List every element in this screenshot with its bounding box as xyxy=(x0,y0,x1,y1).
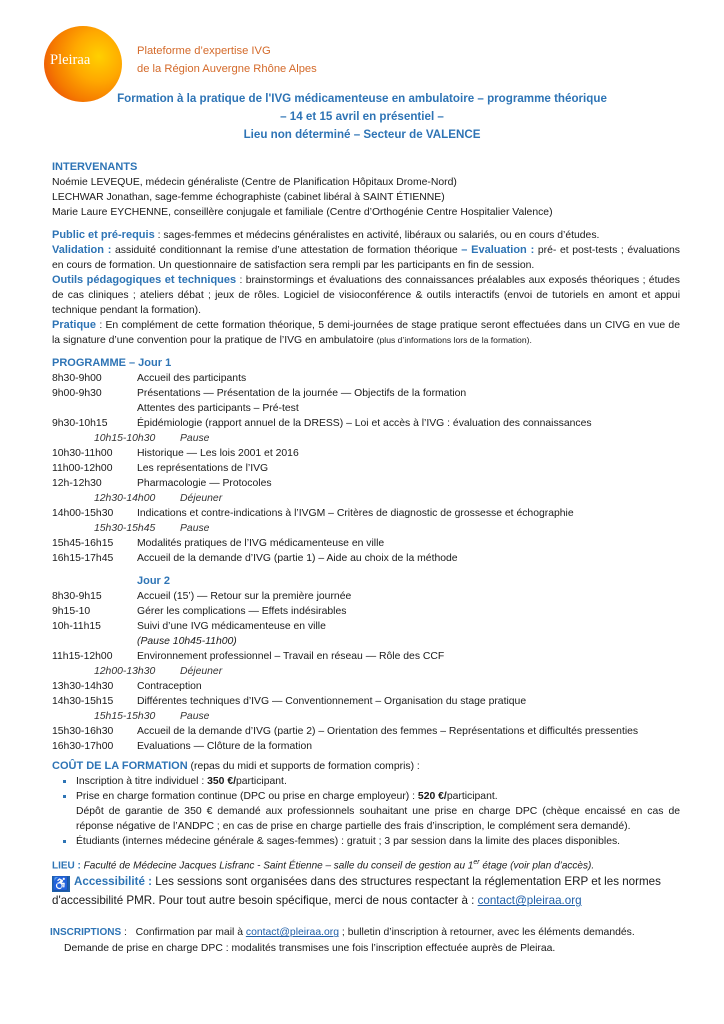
cout-section xyxy=(52,759,680,849)
evaluation-label: – Evaluation : xyxy=(461,244,535,256)
cout-item-etudiants: Étudiants (internes médecine générale & sages-femmes) : gratuit ; 3 par session dans la limite des places disponibles. xyxy=(62,834,680,849)
inscriptions-line-2: Demande de prise en charge DPC : modalités transmises une fois l’inscription effectuée auprès de Pleiraa. xyxy=(64,943,556,955)
outils-label: Outils pédagogiques et techniques xyxy=(52,274,237,286)
cout-heading: COÛT DE LA FORMATION xyxy=(52,760,188,772)
schedule-row xyxy=(52,371,680,386)
pratique-note: (plus d’informations lors de la formation). xyxy=(376,335,532,345)
day1-schedule xyxy=(52,371,680,566)
schedule-time: 16h15-17h45 xyxy=(52,553,114,564)
day2-heading: Jour 2 xyxy=(137,575,171,587)
schedule-activity: Pause xyxy=(180,523,210,534)
day2-schedule xyxy=(52,589,680,754)
schedule-activity: Épidémiologie (rapport annuel de la DRESS) – Loi et accès à l’IVG : évaluation des connaissances xyxy=(137,418,592,429)
intervenant-item: LECHWAR Jonathan, sage-femme échographiste (cabinet libéral à SAINT ÉTIENNE) xyxy=(52,192,445,203)
schedule-time: 10h-11h15 xyxy=(52,621,101,632)
lieu-line xyxy=(52,855,680,873)
inscriptions-section xyxy=(52,925,680,957)
org-line-2: de la Région Auvergne Rhône Alpes xyxy=(137,63,317,75)
schedule-activity: Accueil de la demande d’IVG (partie 1) – Aide au choix de la méthode xyxy=(137,553,458,564)
schedule-row xyxy=(52,739,680,754)
schedule-time: 9h00-9h30 xyxy=(52,388,102,399)
schedule-time: 11h00-12h00 xyxy=(52,463,113,474)
accessibilite-text: Les sessions sont organisées dans des structures respectant la réglementation ERP et les normes d'accessibilité PMR. Pour tout autre besoin spécifique, merci de nous contacter à : xyxy=(52,875,661,908)
schedule-row xyxy=(52,506,680,521)
schedule-time: 9h15-10 xyxy=(52,606,91,617)
schedule-activity: Modalités pratiques de l’IVG médicamenteuse en ville xyxy=(137,538,385,549)
outils-paragraph xyxy=(52,273,680,318)
pause-row xyxy=(52,491,680,506)
schedule-row xyxy=(52,619,680,634)
schedule-time: 12h30-14h00 xyxy=(94,493,156,504)
price-individuel: 350 €/ xyxy=(207,776,236,787)
pause-row xyxy=(52,709,680,724)
programme-heading: PROGRAMME – Jour 1 xyxy=(52,357,172,369)
schedule-row xyxy=(52,679,680,694)
schedule-activity: Contraception xyxy=(137,681,202,692)
cout-item-unit: participant. xyxy=(236,776,287,787)
schedule-activity: Différentes techniques d’IVG — Conventionnement – Organisation du stage pratique xyxy=(137,696,527,707)
schedule-time: 14h30-15h15 xyxy=(52,696,114,707)
schedule-time: 15h30-15h45 xyxy=(94,523,156,534)
info-section xyxy=(52,228,680,348)
schedule-activity: Déjeuner xyxy=(180,493,223,504)
contact-email-link[interactable]: contact@pleiraa.org xyxy=(477,894,582,908)
schedule-time: 14h00-15h30 xyxy=(52,508,114,519)
schedule-row xyxy=(52,589,680,604)
lieu-text: Faculté de Médecine Jacques Lisfranc - Saint Étienne – salle du conseil de gestion au 1 xyxy=(80,860,474,872)
schedule-row xyxy=(52,551,680,566)
schedule-time: 15h15-15h30 xyxy=(94,711,156,722)
schedule-activity: Pharmacologie — Protocoles xyxy=(137,478,272,489)
validation-text: assiduité conditionnant la remise d’une attestation de formation théorique xyxy=(111,245,462,256)
org-line-1: Plateforme d’expertise IVG xyxy=(137,45,271,57)
cout-subtitle: (repas du midi et supports de formation compris) : xyxy=(187,761,420,772)
inscriptions-text-2: ; bulletin d’inscription à retourner, avec les éléments demandés. xyxy=(339,927,635,939)
schedule-time: 12h00-13h30 xyxy=(94,666,156,677)
inscriptions-label: INSCRIPTIONS xyxy=(50,927,122,939)
evaluation-text: pré- et post-tests ; évaluations en cours de formation. Un questionnaire de satisfaction sera rempli par les participants en fin de session. xyxy=(52,245,680,271)
schedule-activity: Pause xyxy=(180,433,210,444)
schedule-activity: Environnement professionnel – Travail en réseau — Rôle des CCF xyxy=(137,651,445,662)
schedule-time: 16h30-17h00 xyxy=(52,741,114,752)
cout-item-individuel xyxy=(62,774,680,789)
schedule-row xyxy=(52,694,680,709)
schedule-activity: Pause xyxy=(180,711,210,722)
pratique-text: : En complément de cette formation théorique, 5 demi-journées de stage pratique seront effectuées dans un CIVG en vue de la signature d’une convention pour la pratique de l’IVG en ambulatoire xyxy=(52,320,680,346)
schedule-time: 15h30-16h30 xyxy=(52,726,114,737)
intervenant-item: Marie Laure EYCHENNE, conseillère conjugale et familiale (Centre d’Orthogénie Centre Hospitalier Valence) xyxy=(52,207,553,218)
schedule-activity: Présentations — Présentation de la journée — Objectifs de la formation xyxy=(137,388,467,399)
cout-item-unit: participant. xyxy=(446,791,498,802)
programme-section xyxy=(52,356,680,754)
schedule-activity: Suivi d’une IVG médicamenteuse en ville xyxy=(137,621,326,632)
schedule-time: 15h45-16h15 xyxy=(52,538,114,549)
schedule-row xyxy=(52,536,680,551)
schedule-activity: Indications et contre-indications à l’IVGM – Critères de diagnostic de grossesse et échographie xyxy=(137,508,574,519)
schedule-activity: Accueil (15’) — Retour sur la première journée xyxy=(137,591,352,602)
organization-name xyxy=(137,42,317,78)
schedule-time: 8h30-9h00 xyxy=(52,373,102,384)
document-body xyxy=(52,160,680,957)
depot-garantie-text: Dépôt de garantie de 350 € demandé aux professionnels souhaitant une prise en charge DPC (chèque encaissé en cas de réponse négative de l’ANDPC ; en cas de prise en charge partielle des frais d’inscription, le complément sera demandé). xyxy=(76,806,680,832)
schedule-row xyxy=(52,386,680,401)
pause-row xyxy=(52,664,680,679)
pause-row xyxy=(52,431,680,446)
wheelchair-icon: ♿ xyxy=(52,876,70,892)
accessibilite-paragraph xyxy=(52,873,680,909)
schedule-continuation: (Pause 10h45-11h00) xyxy=(137,636,237,647)
schedule-row xyxy=(52,416,680,431)
public-paragraph xyxy=(52,228,680,243)
intervenant-item: Noémie LEVEQUE, médecin généraliste (Centre de Planification Hôpitaux Drome-Nord) xyxy=(52,177,457,188)
cout-list xyxy=(52,774,680,849)
inscriptions-text: Confirmation par mail à xyxy=(135,927,246,939)
cout-item-text: Prise en charge formation continue (DPC ou prise en charge employeur) : xyxy=(76,791,418,802)
cout-heading-line xyxy=(52,759,680,774)
schedule-time: 11h15-12h00 xyxy=(52,651,113,662)
schedule-activity: Historique — Les lois 2001 et 2016 xyxy=(137,448,299,459)
schedule-activity: Les représentations de l’IVG xyxy=(137,463,269,474)
intervenants-heading: INTERVENANTS xyxy=(52,161,138,173)
schedule-continuation: Attentes des participants – Pré-test xyxy=(137,403,299,414)
schedule-row xyxy=(52,461,680,476)
lieu-text-end: étage (voir plan d’accès). xyxy=(479,860,595,872)
lieu-label: LIEU : xyxy=(52,860,81,872)
schedule-time: 8h30-9h15 xyxy=(52,591,102,602)
inscriptions-sep: : xyxy=(121,927,136,939)
logo-text: Pleiraa xyxy=(50,52,91,68)
schedule-time: 13h30-14h30 xyxy=(52,681,114,692)
lieu-sup: er xyxy=(473,859,480,866)
document-title xyxy=(0,90,724,144)
schedule-time: 10h30-11h00 xyxy=(52,448,113,459)
validation-label: Validation : xyxy=(52,244,112,256)
pause-row xyxy=(52,521,680,536)
inscriptions-email-link[interactable]: contact@pleiraa.org xyxy=(245,927,340,939)
accessibilite-label: Accessibilité : xyxy=(74,875,152,889)
pratique-label: Pratique xyxy=(52,319,97,331)
schedule-row xyxy=(52,604,680,619)
public-text: : sages-femmes et médecins généralistes en activité, libéraux ou salariés, ou en cours d’études. xyxy=(154,230,600,241)
schedule-time: 9h30-10h15 xyxy=(52,418,108,429)
title-line-2: – 14 et 15 avril en présentiel – xyxy=(280,110,444,123)
schedule-row xyxy=(52,724,680,739)
schedule-time: 12h-12h30 xyxy=(52,478,102,489)
schedule-row xyxy=(52,476,680,491)
schedule-activity: Gérer les complications — Effets indésirables xyxy=(137,606,347,617)
schedule-activity: Déjeuner xyxy=(180,666,223,677)
cout-item-text: Inscription à titre individuel : xyxy=(76,776,208,787)
schedule-row xyxy=(52,446,680,461)
validation-paragraph xyxy=(52,243,680,273)
schedule-activity: Accueil de la demande d’IVG (partie 2) – Orientation des femmes – Représentations et difficultés pressenties xyxy=(137,726,639,737)
schedule-time: 10h15-10h30 xyxy=(94,433,156,444)
schedule-activity: Evaluations — Clôture de la formation xyxy=(137,741,312,752)
schedule-activity: Accueil des participants xyxy=(137,373,247,384)
title-line-3: Lieu non déterminé – Secteur de VALENCE xyxy=(243,128,481,141)
inscriptions-line-1 xyxy=(50,925,680,941)
pratique-paragraph xyxy=(52,318,680,348)
price-formation-continue: 520 €/ xyxy=(417,791,447,802)
cout-item-formation-continue xyxy=(62,789,680,834)
title-line-1: Formation à la pratique de l'IVG médicamenteuse en ambulatoire – programme théorique xyxy=(117,92,607,105)
public-label: Public et pré-requis xyxy=(52,229,155,241)
outils-text: : brainstormings et évaluations des connaissances préalables aux exposés théoriques ; études de cas cliniques ; ateliers débat ; jeux de rôles. Logiciel de visioconférence & outils interactifs (envoi de tutoriels en amont et appui technique pendant la formation). xyxy=(52,275,681,316)
schedule-row xyxy=(52,649,680,664)
intervenants-section xyxy=(52,160,680,220)
